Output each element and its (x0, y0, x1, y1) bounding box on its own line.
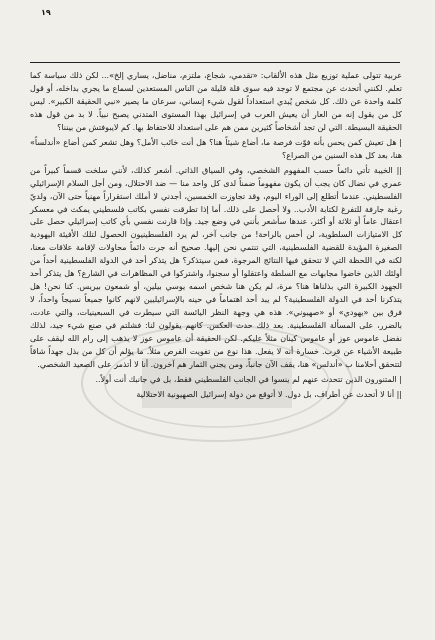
answer-2: || أنا لا أتحدث عن أطراف، بل دول. لا أتوقع من دولة إسرائيل الصهيونية الاحتلالية (136, 389, 402, 399)
page-number: ١٩ (41, 8, 51, 17)
question-1: | هل تعيش كمن يحس بأنه فوّت فرصة ما، أضاع شيئاً هنا؟ هل أنت خائب الأمل؟ وهل تشعر كمن أضاع «أندلساً» هنا، بعد كل هذه السنين من الصراع؟ (30, 137, 402, 160)
paragraph-1: عربية تتولى عملية توزيع مثل هذه الألقاب: «تقدمي، شجاع، ملتزم، مناضل، يساري إلخ»... لكن ذلك سياسة كما تعلم. لكنني أتحدث عن مجتمع لا توجد فيه سوى قلة قليلة من الناس المستعدين لسماع ما يجري بداخله، أو قول كلمة واحدة عن ذلك. كل شخص يُبدي استعداداً لقول شيء إنساني، سرعان ما يصير «نبي الحقيقة الكبير». ليس كل من يقول إنه من العار أن يعيش العرب في إسرائيل بهذا المستوى المتدني يصبح نبياً. لا بد من قول هذه الحقيقة البسيطة. التي لن تجد أشخاصاً كثيرين ممن هم على استعداد للاحتفاظ بها. كم لايبوفتش من بيننا؟ (30, 71, 402, 132)
question-2: | المتنورون الذين تتحدث عنهم لم ينسوا في الجانب الفلسطيني فقط، بل في جانبك أنت أولاً.. (95, 374, 402, 384)
answer-1: || الخيبة تأتي دائماً حسب المفهوم الشخصي، وفي السياق الذاتي. أشعر كذلك، لأنني سلخت قسماً كبيراً من عمري في نضال كان يجب أن يكون مفهوماً ضمناً لدى كل واحد منا — ضد الاحتلال، ومن أجل السلام الإسرائيلي الفلسطيني. عندما أتطلع إلى الوراء اليوم، وقد تجاوزت الخمسين، أجدني لا أملك استقراراً مهنياً حتى الآن، ولديّ رغبة جارفة للتفرغ لكتابة الأدب.. ولا أحصل على ذلك. أما إذا تطرقت نفسي بكاتب فلسطيني يمكث في معسكر اعتقال عاماً أو ثلاثة أو أكثر، عندها سأشعر بأنني في وضع جيد. وإذا قارنت نفسي بأي كاتب إسرائيلي حصل على كل الامتيازات السلطوية، لن أحس بالراحة! من جانب آخر، لم يرد الفلسطينيون الحصول لتلك الأفيئة اليهودية الصغيرة المؤيدة للقضية الفلسطينية، التي تنتمي نحن إليها. صحيح أنه جرت دائماً محاولات لإقامة علاقات معنا، لكنه في اللحظة التي لا تتحقق فيها النتائج المرجوة، فمن سيتذكر؟ هل يتذكر أحد في الدولة الفلسطينية أحداً من أولئك الذين خاضوا مجابهات مع السلطة واعتقلوا أو سجنوا، واشتركوا في المظاهرات في الشارع؟ هل يتذكر أحد الجهود الكبيرة التي بذلناها هنا؟ مرة، لم يكن هنا شخص اسمه يوسي بيلين، أو شمعون بيريس. كنا نحن! هل يتذكرنا أحد في الدولة الفلسطينية؟ لم يبد أحد اهتماماً في حينه بالإسرائيليين لانهم كانوا جميعاً نسيجاً واحداً، لا فرق بين «يهودي» أو «صهيوني». هذه هي وجهة النظر اليائسة التي سيطرت في السبعينيات، والتي عادت، بالضرر، على المسألة الفلسطينية. بعد ذلك حدث العكس. كانهم يقولون لنا: فشلتم في صنع شيء جيد، لذلك نفضل عاموس عوز أو عاموس كينان مثلاً عليكم. لكن الحقيقة أن عاموس عوز لا يذهب إلى رام الله ليقف على طبيعة الأشياء عن قرب. خسارة أنه لا يفعل. هذا نوع من تفويت الفرص مثلاً. ما يؤلم أن كل من بذل جهداً شاقاً لتتحقق أحلامنا ب «أندلس» هنا، يقف الآن جانباً، ومن يجني الثمار هم آخرون. أنا لا أتذمر على الصعيد الشخصي. (30, 165, 402, 369)
header-rule (30, 62, 400, 63)
article-body (30, 70, 402, 404)
